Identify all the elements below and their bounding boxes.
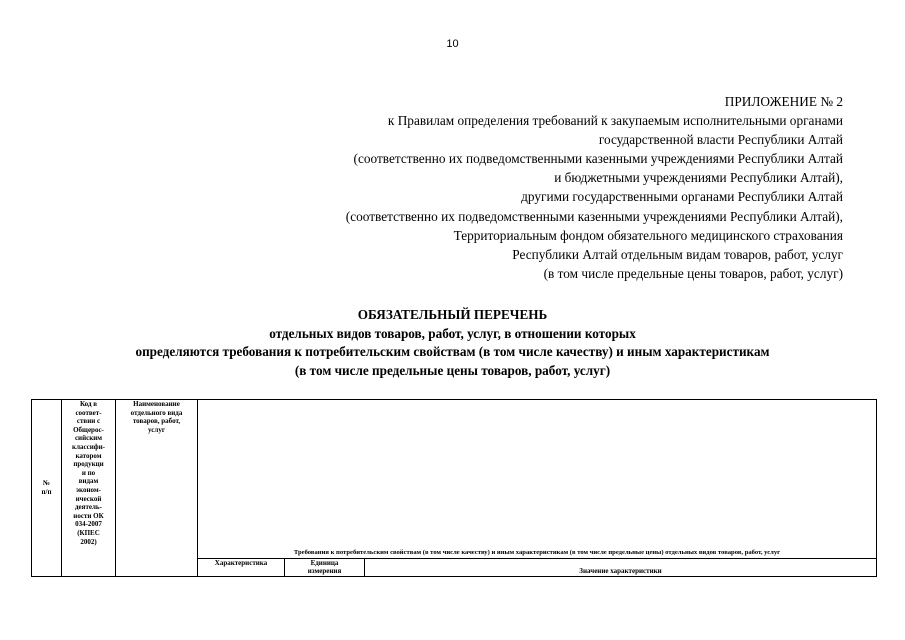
header-cell-number [32,400,62,577]
header-text-line: Общерос- [73,425,104,434]
subheader-cell-characteristic: Характеристика [198,558,285,576]
header-cell-okpd-code [62,400,116,577]
subheader-cell-value: Значение характеристики [365,558,877,576]
subheader-cell-unit [285,558,365,576]
header-text-line: 034-2007 [75,520,102,529]
header-cell-item-name [116,400,198,577]
header-text-line: Наименование [133,400,180,408]
header-text-line: катором [75,451,102,460]
header-text-line: эконом- [76,485,101,494]
heading-line: (в том числе предельные цены товаров, работ, услуг) [294,362,611,378]
appendix-line: к Правилам определения требований к закупаемым исполнительными органами [387,113,843,129]
appendix-title: ПРИЛОЖЕНИЕ № 2 [724,94,843,109]
header-text-line: ической [75,494,102,503]
header-text-line: сийским [74,434,103,443]
header-text-line: (КПЕС [77,528,100,537]
appendix-line: и бюджетными учреждениями Республики Алтай), [554,170,843,186]
heading-line: определяются требования к потребительским свойствам (в том числе качеству) и иным характеристикам [135,344,770,359]
page-number: 10 [446,38,459,50]
appendix-line: государственной власти Республики Алтай [598,132,843,148]
header-text-line: Код в [79,400,98,408]
appendix-line: Республики Алтай отдельным видам товаров, работ, услуг [512,246,843,262]
header-text-line: деятель- [75,503,102,512]
header-text-line: ности ОК [73,511,104,520]
header-cell-requirements: Требования к потребительским свойствам (в том числе качеству) и иным характеристикам (в том числе предельные цены) отдельных видов товаров, работ, услуг [198,400,877,559]
appendix-line: (соответственно их подведомственными казенными учреждениями Республики Алтай [353,151,843,167]
heading-line: отдельных видов товаров, работ, услуг, в отношении которых [269,325,636,341]
header-text-line: измерения [307,567,342,576]
appendix-block [346,92,843,283]
header-text-line: Единица [310,558,339,567]
header-text-line: ствии с [76,417,101,426]
document-heading [0,306,905,380]
header-text-line: услуг [148,425,165,434]
header-text-line: п/п [41,488,52,496]
header-text-line: продукци [73,460,104,469]
appendix-line: (соответственно их подведомственными казенными учреждениями Республики Алтай), [345,208,843,224]
header-text-line: классифи- [72,442,105,451]
appendix-line: (в том числе предельные цены товаров, работ, услуг) [543,265,843,281]
requirements-table [31,399,877,577]
header-text-line: отдельного вида [130,408,183,417]
header-text-line: видам [78,477,99,486]
header-text-line: № [42,479,51,488]
appendix-line: Территориальным фондом обязательного медицинского страхования [453,227,843,243]
header-text-line: товаров, работ, [132,417,181,426]
header-text-line: 2002) [80,537,97,546]
header-text-line: и по [81,468,96,477]
heading-title: ОБЯЗАТЕЛЬНЫЙ ПЕРЕЧЕНЬ [357,307,548,322]
appendix-line: другими государственными органами Республики Алтай [521,189,843,205]
header-text-line: соответ- [75,408,102,417]
